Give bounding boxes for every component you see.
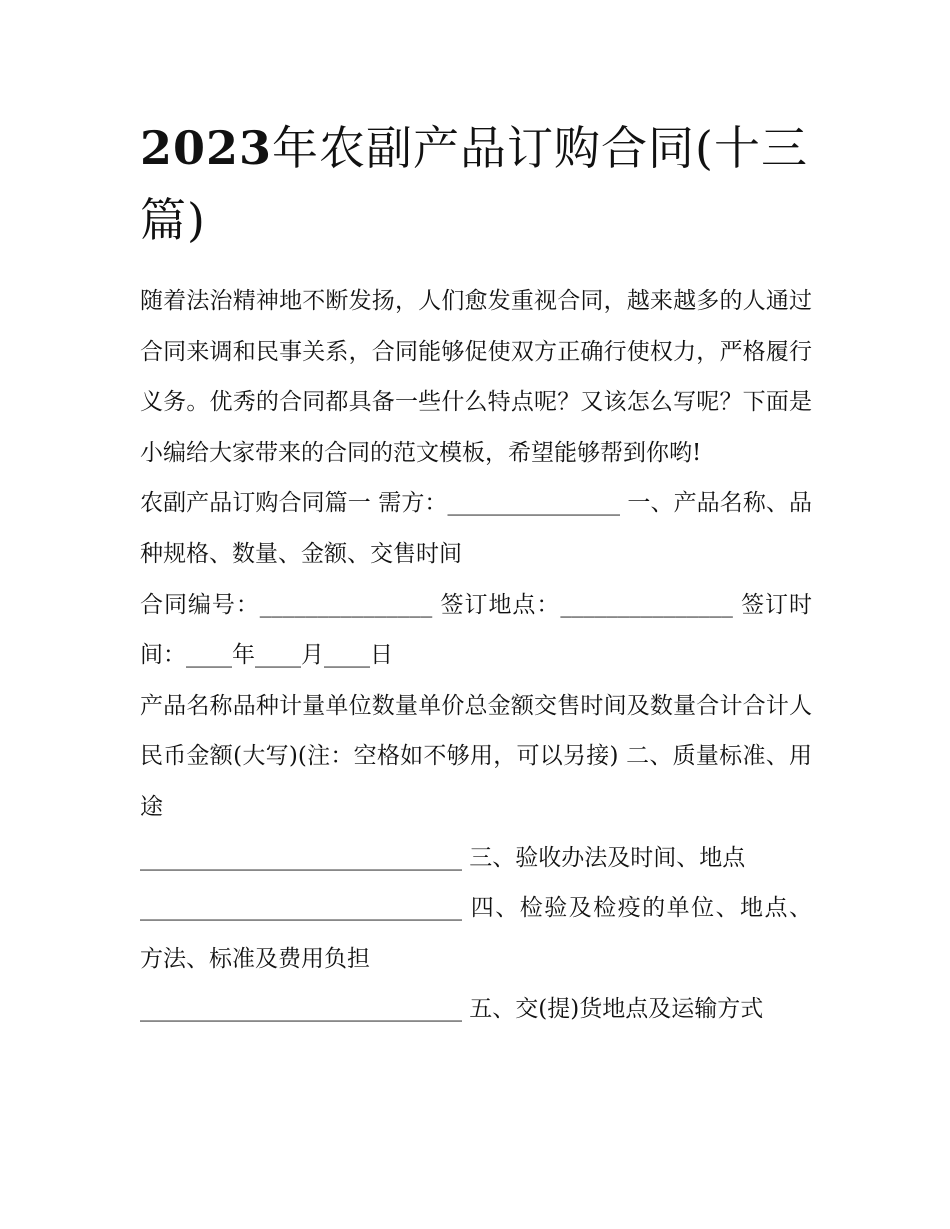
delivery-paragraph: ____________________________ 五、交(提)货地点及运输方式 [140, 996, 764, 1023]
acceptance-paragraph: ____________________________ 三、验收办法及时间、地点 [140, 844, 746, 871]
title-year: 2023 [140, 121, 273, 175]
contract-number-paragraph: 合同编号：_______________ 签订地点：_______________ 签订时间：____年____月____日 [140, 591, 812, 669]
inspection-paragraph: ____________________________ 四、检验及检疫的单位、地点、方法、标准及费用负担 [140, 895, 812, 972]
title-text: 年农副产品订购合同(十三篇) [140, 121, 808, 247]
document-body [140, 276, 812, 1035]
contract-part-one-paragraph: 农副产品订购合同篇一 需方：_______________ 一、产品名称、品种规格、数量、金额、交售时间 [140, 490, 812, 567]
product-table-paragraph: 产品名称品种计量单位数量单价总金额交售时间及数量合计合计人民币金额(大写)(注：空格如不够用，可以另接) 二、质量标准、用途 [140, 692, 812, 820]
intro-paragraph: 随着法治精神地不断发扬，人们愈发重视合同，越来越多的人通过合同来调和民事关系，合同能够促使双方正确行使权力，严格履行义务。优秀的合同都具备一些什么特点呢？又该怎么写呢？下面是小编给大家带来的合同的范文模板，希望能够帮到你哟! [140, 288, 812, 466]
document-title [140, 112, 810, 256]
